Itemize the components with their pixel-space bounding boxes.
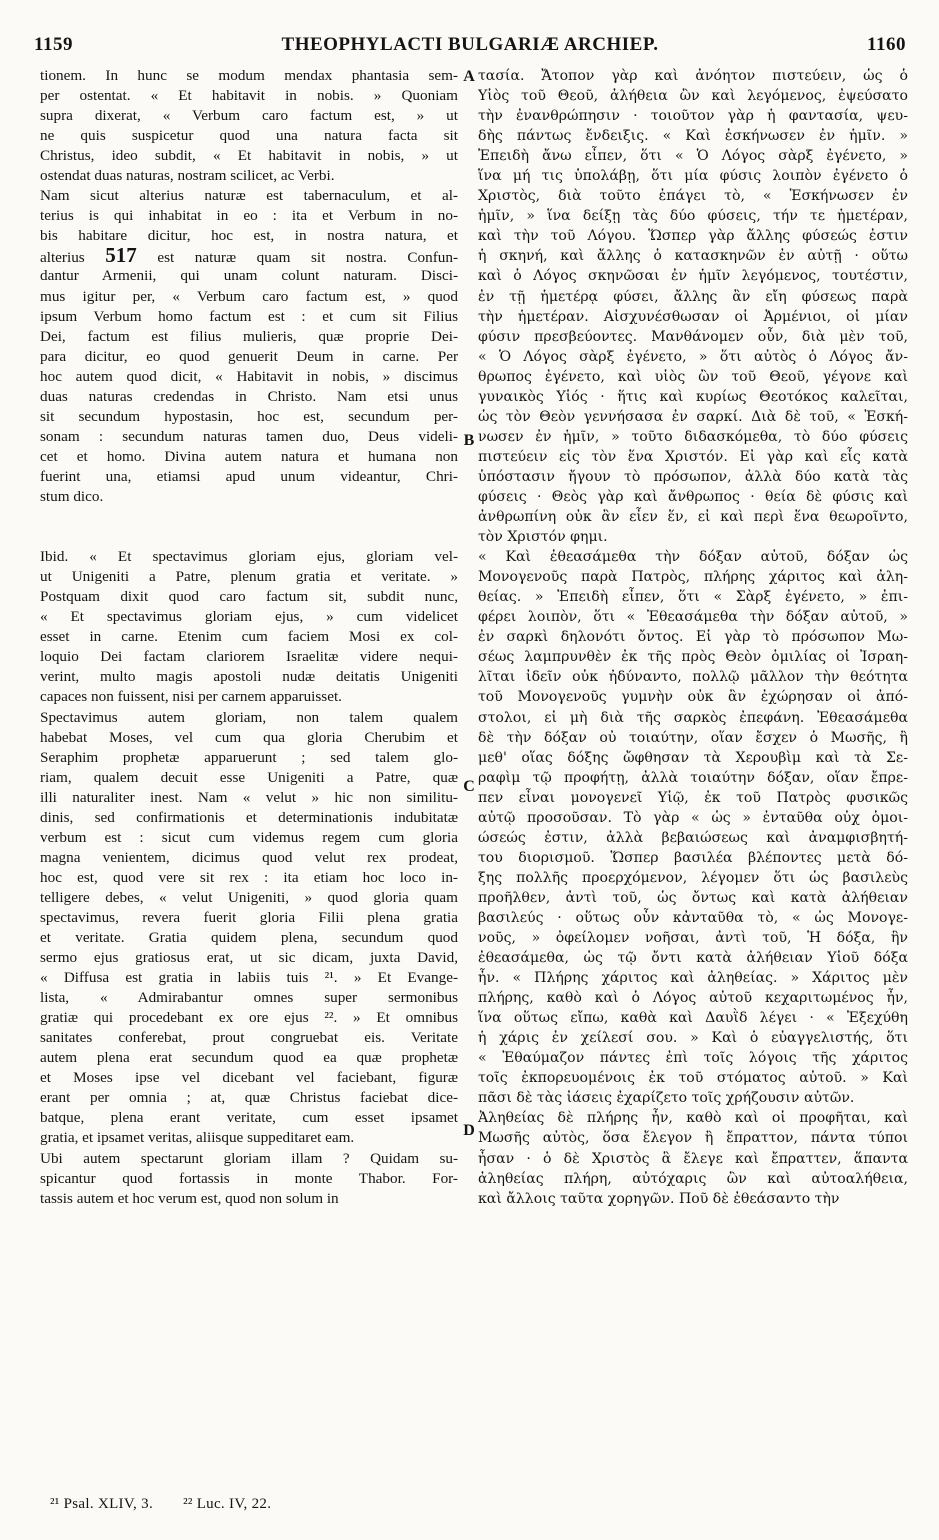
text-line: gratiæ qui procedebant ex ore ejus ²². » Et omnibus bbox=[40, 1009, 458, 1027]
text-line: ὡς τὸν Θεὸν γεννήσασα ἐν σαρκί. Διὰ δὲ τοῦ, « Ἐσκή- bbox=[478, 408, 908, 425]
text-line: Χριστὸς, διὰ τοῦτο ἐπάγει τὸ, « Ἐσκήνωσεν ἐν bbox=[478, 188, 908, 205]
text-line: dantur Armenii, qui unam colunt naturam. Disci- bbox=[40, 267, 458, 285]
text-line: erant per omnia ; at, quæ Christus faciebat dice- bbox=[40, 1089, 458, 1107]
text-line: supra dixerat, « Verbum caro factum est, » ut bbox=[40, 107, 458, 125]
text-line: bis habitare dicitur, hoc est, in nostra natura, et bbox=[40, 227, 458, 245]
text-line: et veritate. Gratia quidem plena, secundum quod bbox=[40, 929, 458, 947]
text-line: lista, « Admirabantur omnes super sermonibus bbox=[40, 989, 458, 1007]
text-line: terius is qui inhabitat in eo : ita et Verbum in no- bbox=[40, 207, 458, 225]
page-number-left: 1159 bbox=[34, 34, 73, 55]
text-line: et Moses ipse vel dicebant vel faciebant, figuræ bbox=[40, 1069, 458, 1087]
footnote: ²² Luc. IV, 22. bbox=[183, 1496, 272, 1512]
text-line: τὴν ἐνανθρώπησιν · τοιοῦτον γὰρ ἡ φαντασία, ψευ- bbox=[478, 108, 908, 125]
text-line: « Diffusa est gratia in labiis tuis ²¹. » Et Evange- bbox=[40, 969, 458, 987]
text-line: hoc est, quod vere sit rex : ita etiam hoc loco in- bbox=[40, 868, 458, 886]
text-line bbox=[40, 507, 458, 527]
text-line: δὴς πάντως ἔνδειξις. « Καὶ ἐσκήνωσεν ἐν ἡμῖν. » bbox=[478, 128, 908, 145]
latin-column bbox=[40, 66, 458, 1209]
text-line: φέρει λοιπὸν, ὅτι « Ἐθεασάμεθα τὴν δόξαν αὐτοῦ, » bbox=[478, 609, 908, 626]
text-line: ἀνθρωπίνη οὐκ ἂν εἶεν ἕν, εἰ καὶ περὶ ἕνα θεωροῖντο, bbox=[478, 509, 908, 526]
text-line: autem plena erat secundum quod ea quæ prophetæ bbox=[40, 1049, 458, 1067]
text-line: verbum est : sicut cum videmus regem cum gloria bbox=[40, 828, 458, 846]
text-line: φύσεις · Θεὸς γὰρ καὶ ἄνθρωπος · θεία δὲ φύσις καὶ bbox=[478, 488, 908, 505]
text-line: ἵνα οὕτως εἴπω, καθὰ καὶ Δαυῒδ λέγει · « Ἐξεχύθη bbox=[478, 1010, 908, 1027]
text-line: νοῦς, » ὀφείλομεν νοῆσαι, ἀντὶ τοῦ, Ἡ δόξα, ἣν bbox=[478, 930, 908, 947]
text-line: αὐτῷ προσοῦσαν. Τὸ γὰρ « ὡς » ἐνταῦθα οὐχ ὁμοι- bbox=[478, 809, 908, 826]
text-line: Postquam dixit quod caro factum sit, subdit nunc, bbox=[40, 588, 458, 606]
section-marker-d: D bbox=[463, 1122, 475, 1139]
text-line: βασιλεύς · οὕτως οὖν κἀνταῦθα τὸ, « ὡς Μονογε- bbox=[478, 909, 908, 926]
text-line: Υἱὸς τοῦ Θεοῦ, ἀλήθεια ὢν καὶ λεγόμενος, ἐψεύσατο bbox=[478, 88, 908, 105]
text-line: ραφὶμ τῷ προφήτῃ, ἀλλὰ τοιαύτην δόξαν, οἵαν ἔπρε- bbox=[478, 769, 908, 786]
text-line: ipsum Verbum homo factum est : et cum sit Filius bbox=[40, 307, 458, 325]
text-line: Μονογενοῦς παρὰ Πατρὸς, πλήρης χάριτος καὶ ἀλη- bbox=[478, 569, 908, 586]
text-line: gratia, et ipsamet veritas, aliisque suppeditaret eam. bbox=[40, 1129, 355, 1147]
text-line: τὴν ἡμετέραν. Αἰσχυνέσθωσαν οἱ Ἀρμένιοι, οἱ μίαν bbox=[478, 308, 908, 325]
text-line: Seraphim prophetæ apparuerunt ; sed talem glo- bbox=[40, 748, 458, 766]
running-title: THEOPHYLACTI BULGARIÆ ARCHIEP. bbox=[281, 34, 659, 55]
footnotes bbox=[50, 1496, 297, 1513]
text-line: tassis autem et hoc verum est, quod non solum in bbox=[40, 1189, 339, 1207]
text-line: Ubi autem spectarunt gloriam illam ? Quidam su- bbox=[40, 1149, 458, 1167]
text-line: hoc autem quod dicit, « Habitavit in nobis, » discimus bbox=[40, 367, 458, 385]
text-line: ἡ σκηνή, καὶ ἄλλης ὁ κατασκηνῶν ἐν αὐτῇ · οὕτω bbox=[478, 248, 908, 265]
text-line: sit secundum hypostasin, hoc est, secundum per- bbox=[40, 407, 458, 425]
text-line: magna venientem, dicimus quod velut rex prodeat, bbox=[40, 848, 458, 866]
text-line: telligere debes, « velut Unigeniti, » quod gloria quam bbox=[40, 888, 458, 906]
text-line: ἀληθείας πλήρη, αὐτόχαρις ὢν καὶ αὐτοαλήθεια, bbox=[478, 1170, 908, 1187]
text-line: per ostentat. « Et habitavit in nobis. » Quoniam bbox=[40, 87, 458, 105]
folio-number: 517 bbox=[105, 246, 137, 267]
page-number-right: 1160 bbox=[867, 34, 906, 55]
text-line: φύσιν πρεσβεύοντες. Μανθάνομεν οὖν, διὰ μὲν τοῦ, bbox=[478, 328, 908, 345]
greek-column bbox=[478, 66, 908, 1209]
text-line: cet et homo. Divina autem natura et humana non bbox=[40, 447, 458, 465]
text-line: tionem. In hunc se modum mendax phantasia sem- bbox=[40, 67, 458, 84]
text-line: γυναικὸς Υἱός · ἥτις καὶ κυρίως Θεοτόκος καλεῖται, bbox=[478, 388, 908, 405]
text-line: habebat Moses, vel cum qua gloria Cherubim et bbox=[40, 728, 458, 746]
text-line: fuerint una, etiamsi apud unum videantur, Chri- bbox=[40, 467, 458, 485]
text-line: para dicitur, eo quod genuerit Deum in carne. Per bbox=[40, 347, 458, 365]
text-line: ἐν τῇ ἡμετέρᾳ φύσει, ἄλλης ἂν εἴη φύσεως παρὰ bbox=[478, 288, 908, 305]
text-line: ξης πολλῆς προερχόμενον, λέγομεν ὅτι ὡς βασιλεὺς bbox=[478, 869, 908, 886]
text-line: στολοι, εἰ μὴ διὰ τῆς σαρκὸς ἐπεφάνη. Ἐθεασάμεθα bbox=[478, 709, 908, 726]
text-line: καὶ τὴν τοῦ Λόγου. Ὥσπερ γὰρ ἄλλης φύσεώς ἐστιν bbox=[478, 228, 908, 245]
text-line: ut Unigeniti a Patre, plenum gratia et veritate. » bbox=[40, 568, 458, 586]
text-line: stum dico. bbox=[40, 487, 104, 505]
text-line: Dei, factum est filius mulieris, quæ proprie Dei- bbox=[40, 327, 458, 345]
text-line: πιστεύειν εἰς τὸν ἕνα Χριστόν. Εἰ γὰρ καὶ εἷς κατὰ bbox=[478, 448, 908, 465]
text-line: καὶ ἄλλοις ταῦτα χορηγῶν. Ποῦ δὲ ἐθεάσαντο τὴν bbox=[478, 1190, 840, 1207]
text-line: Christus, ideo subdit, « Et habitavit in nobis, » ut bbox=[40, 147, 458, 165]
text-line: θρωπος ἐγένετο, καὶ υἱὸς ὢν τοῦ Θεοῦ, γέγονε καὶ bbox=[478, 368, 908, 385]
text-line: ne quis suspicetur quod una natura facta sit bbox=[40, 127, 458, 145]
text-line: ἵνα μή τις ὑπολάβῃ, ὅτι μία φύσις λοιπὸν ἐγένετο ὁ bbox=[478, 168, 908, 185]
text-line: sanitates conferebat, prout congruebat eis. Veritate bbox=[40, 1029, 458, 1047]
section-marker-b: B bbox=[463, 432, 475, 449]
text-line: « Ὁ Λόγος σὰρξ ἐγένετο, » ὅτι αὐτὸς ὁ Λόγος ἄν- bbox=[478, 348, 908, 365]
text-line: καὶ ὁ Λόγος σκηνῶσαι ἐν ἡμῖν λεγόμενος, τουτέστιν, bbox=[478, 268, 908, 285]
text-line: τασία. Ἄτοπον γὰρ καὶ ἀνόητον πιστεύειν, ὡς ὁ bbox=[478, 68, 908, 84]
text-line: sonam : secundum naturas tamen duo, Deus videli- bbox=[40, 427, 458, 445]
text-line: capaces non fuissent, nisi per carnem apparuisset. bbox=[40, 688, 342, 706]
text-line: νωσεν ἐν ἡμῖν, » τοῦτο διδασκόμεθα, τὸ δύο φύσεις bbox=[478, 428, 908, 445]
text-line: « Ἐθαύμαζον πάντες ἐπὶ τοῖς λόγοις τῆς χάριτος bbox=[478, 1050, 908, 1067]
text-line: « Καὶ ἐθεασάμεθα τὴν δόξαν αὐτοῦ, δόξαν ὡς bbox=[478, 549, 908, 566]
text-line: ἦν. « Πλήρης χάριτος καὶ ἀληθείας. » Χάριτος μὲν bbox=[478, 970, 908, 987]
text-line: ἡ χάρις ἐν χείλεσί σου. » Καὶ ὁ εὐαγγελιστής, ὅτι bbox=[478, 1030, 908, 1047]
text-line: Ἀληθείας δὲ πλήρης ἦν, καθὸ καὶ οἱ προφῆται, καὶ bbox=[478, 1110, 908, 1127]
text-line: τοῖς ἐκπορευομένοις ἐκ τοῦ στόματος αὐτοῦ. » Καὶ bbox=[478, 1070, 908, 1087]
text-line: Spectavimus autem gloriam, non talem qualem bbox=[40, 708, 458, 726]
text-line: dinis, sed confirmationis et determinationis indubitatæ bbox=[40, 808, 458, 826]
section-marker-a: A bbox=[463, 68, 475, 85]
text-line: loquio Dei factam clariorem Israelitæ videre nequi- bbox=[40, 648, 458, 666]
text-line: spectavimus, revera fuerit gloria Filii plena gratia bbox=[40, 908, 458, 926]
text-line: batque, plena erant veritate, cum esset ipsamet bbox=[40, 1109, 458, 1127]
footnote: ²¹ Psal. XLIV, 3. bbox=[50, 1496, 153, 1512]
text-line bbox=[40, 527, 458, 547]
text-line: σέως λαμπρυνθὲν ἐκ τῆς πρὸς Θεὸν ὁμιλίας οἱ Ἰσραη- bbox=[478, 649, 908, 666]
text-line: ἡμῖν, » ἵνα δείξῃ τὰς δύο φύσεις, τήν τε ἡμετέραν, bbox=[478, 208, 908, 225]
text-line: « Et spectavimus gloriam ejus, » cum videlicet bbox=[40, 608, 458, 626]
text-line: mus igitur per, « Verbum caro factum est, » quod bbox=[40, 287, 458, 305]
text-line: verint, multo magis apostoli nudæ deitatis Unigeniti bbox=[40, 668, 458, 686]
text-line: πλήρης, καθὸ καὶ ὁ Λόγος αὐτοῦ κεχαριτωμένος ἦν, bbox=[478, 990, 908, 1007]
text-line: ἐν σαρκὶ δηλονότι ὄντος. Εἰ γὰρ τὸ πρόσωπον Μω- bbox=[478, 629, 908, 646]
text-line: Μωσῆς αὐτὸς, ὅσα ἔλεγον ἢ ἔπραττον, πάντα τύποι bbox=[478, 1130, 908, 1147]
text-line: sermo ejus gratiosus erat, ut sic dicam, juxta David, bbox=[40, 949, 458, 967]
text-line: μεθ' οἵας δόξης ὤφθησαν τὰ Χερουβὶμ καὶ τὰ Σε- bbox=[478, 749, 908, 766]
text-line: προῆλθεν, ἀντὶ τοῦ, ὡς ὄντως καὶ κατὰ ἀλήθειαν bbox=[478, 889, 908, 906]
text-line: Ἐπειδὴ ἄνω εἶπεν, ὅτι « Ὁ Λόγος σὰρξ ἐγένετο, » bbox=[478, 148, 908, 165]
text-line: illi naturaliter inest. Nam « velut » hic non similitu- bbox=[40, 788, 458, 806]
text-line: τὸν Χριστόν φημι. bbox=[478, 529, 608, 546]
text-line: esset in carne. Etenim cum faciem Mosi ex col- bbox=[40, 628, 458, 646]
text-line: ἦσαν · ὁ δὲ Χριστὸς ἃ ἔλεγε καὶ ἔπραττεν, ἅπαντα bbox=[478, 1150, 908, 1167]
text-line: θείας. » Ἐπειδὴ εἶπεν, ὅτι « Σὰρξ ἐγένετο, » ἐπι- bbox=[478, 589, 908, 606]
text-line: Nam sicut alterius naturæ est tabernaculum, et al- bbox=[40, 187, 458, 205]
text-line: ἐθεασάμεθα, ὡς τῷ ὄντι κατὰ ἀλήθειαν Υἱοῦ δόξα bbox=[478, 950, 908, 967]
text-line: λῖται ἰδεῖν οὐκ ἠδύναντο, πολλῷ μᾶλλον τὴν θεότητα bbox=[478, 669, 908, 686]
text-line: τοῦ Μονογενοῦς γυμνὴν οὐκ ἂν ἐχώρησαν οἱ ἀπό- bbox=[478, 689, 908, 706]
text-line: ostendat duas naturas, nostram scilicet, ac Verbi. bbox=[40, 167, 335, 185]
running-header bbox=[34, 34, 906, 60]
text-line: riam, qualem decuit esse Unigeniti a Patre, quæ bbox=[40, 768, 458, 786]
text-line: spicantur quod fortassis in monte Thabor. For- bbox=[40, 1169, 458, 1187]
text-line: alterius 517 est naturæ quam sit nostra. Confun- bbox=[40, 246, 458, 266]
text-line: Ibid. « Et spectavimus gloriam ejus, gloriam vel- bbox=[40, 548, 458, 566]
text-line: πεν εἶναι μονογενεῖ Υἱῷ, ἐκ τοῦ Πατρὸς φυσικῶς bbox=[478, 789, 908, 806]
section-marker-c: C bbox=[463, 778, 475, 795]
text-line: ώσεώς ἐστιν, ἀλλὰ βεβαιώσεως καὶ ἀναμφισβητή- bbox=[478, 829, 908, 846]
text-line: πᾶσι δὲ τὰς ἰάσεις ἐχαρίζετο τοῖς χρήζουσιν αὐτῶν. bbox=[478, 1090, 855, 1107]
text-line: δὲ τὴν δόξαν οὐ τοιαύτην, οἵαν ἔσχεν ὁ Μωσῆς, ἢ bbox=[478, 729, 908, 746]
text-line: ὑπόστασιν ἤγουν τὸ πρόσωπον, ἀλλὰ δύο κατὰ τὰς bbox=[478, 468, 908, 485]
text-line: duas naturas credendas in Christo. Nam etsi unus bbox=[40, 387, 458, 405]
text-line: του διορισμοῦ. Ὥσπερ βασιλέα βλέποντες μετὰ δό- bbox=[478, 849, 908, 866]
